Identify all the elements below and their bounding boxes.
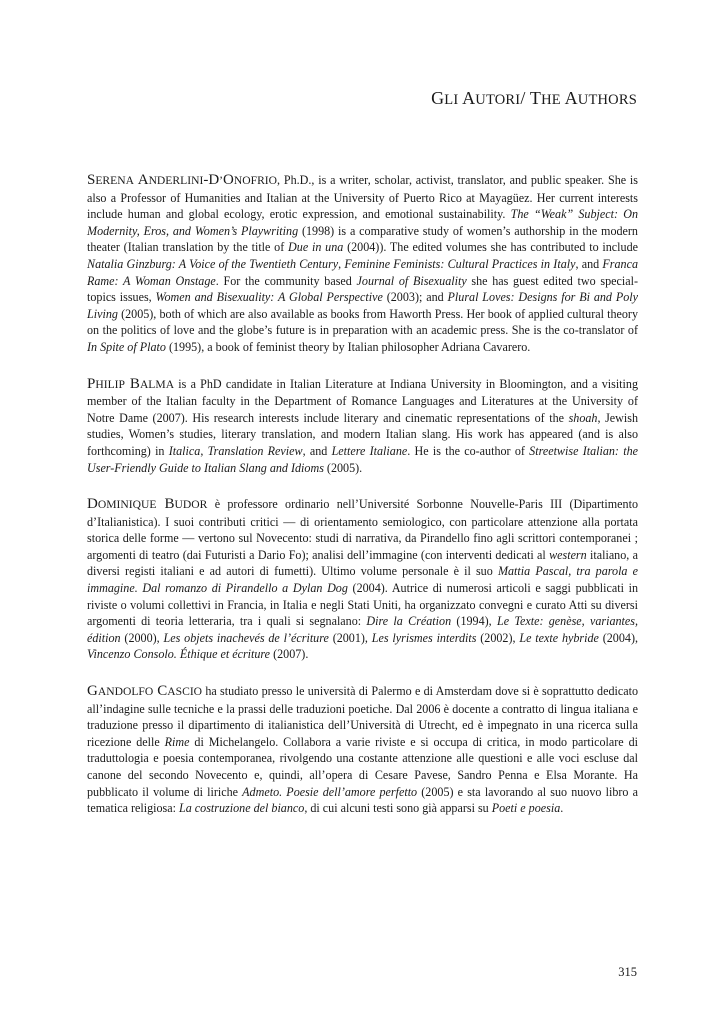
author-name: PHILIP BALMA	[87, 375, 175, 392]
author-name: GANDOLFO CASCIO	[87, 683, 203, 700]
page-title: GLI AUTORI/ THE AUTHORS	[431, 88, 637, 108]
author-bio: è professore ordinario nell’Université Sorbonne Nouvelle-Paris III (Dipartimento d’Italianistica). I suoi contributi critici — di orientamento semiologico, con particolare attenzione alla portata storica delle forme — vertono sul Novecento: studi di narrativa, da Pirandello fino agli scrittori contemporanei ; argomenti di teatro (dai Futuristi a Dario Fo); analisi dell’immagine (con interventi dedicati al western italiano, a diversi registi italiani e ad autori di fumetti). Ultimo volume personale è il suo Mattia Pascal, tra parola e immagine. Dal romanzo di Pirandello a Dylan Dog (2004). Autrice di numerosi articoli e saggi pubblicati in riviste o volumi collettivi in Francia, in Italia e negli Stati Uniti, ha organizzato convegni e curato Atti su diversi argomenti di teoria letteraria, tra i quali si segnalano: Dire la Création (1994), Le Texte: genèse, variantes, édition (2000), Les objets inachevés de l’écriture (2001), Les lyrismes interdits (2002), Le texte hybride (2004), Vincenzo Consolo. Éthique et écriture (2007).	[87, 497, 639, 662]
page-number: 315	[618, 965, 637, 979]
author-name: SERENA ANDERLINI-D’ONOFRIO	[87, 172, 278, 188]
author-entries	[87, 172, 638, 837]
author-bio: ha studiato presso le università di Palermo e di Amsterdam dove si è soprattutto dedicato all’indagine sulle tecniche e la prassi delle traduzioni poetiche. Dal 2006 è docente a contratto di lingua italiana e traduzione presso il dipartimento di italianistica dell’Università di Utrecht, ed è impegnato in una ricerca sulla ricezione delle Rime di Michelangelo. Collabora a varie riviste e si occupa di critica, in modo particolare di traduttologia e poesia contemporanea, rivolgendo una costante attenzione alle questioni e alle voci escluse dal canone del secondo Novecento e, quindi, all’opera di Cesare Pavese, Sandro Penna e Elsa Morante. Ha pubblicato il volume di liriche Admeto. Poesie dell’amore perfetto (2005) e sta lavorando al suo nuovo libro a tematica religiosa: La costruzione del bianco, di cui alcuni testi sono già apparsi su Poeti e poesia.	[87, 684, 638, 816]
author-entry	[87, 172, 638, 356]
author-name: DOMINIQUE BUDOR	[87, 496, 208, 513]
author-bio: is a PhD candidate in Italian Literature at Indiana University in Bloomington, and a visiting member of the Italian faculty in the Department of Romance Languages and Literatures at the University of Notre Dame (2007). His research interests include literary and cinematic representations of the shoah, Jewish studies, Women’s studies, literary translation, and modern Italian slang. His work has appeared (and is also forthcoming) in Italica, Translation Review, and Lettere Italiane. He is the co-author of Streetwise Italian: the User-Friendly Guide to Italian Slang and Idioms (2005).	[87, 376, 639, 475]
author-entry	[87, 683, 638, 817]
author-entry	[87, 376, 638, 477]
author-entry	[87, 496, 638, 663]
author-bio: , Ph.D., is a writer, scholar, activist, translator, and public speaker. She is also a Professor of Humanities and Italian at the University of Puerto Rico at Mayagüez. Her current interests include human and global ecology, erotic expression, and emotional sustainability. The “Weak” Subject: On Modernity, Eros, and Women’s Playwriting (1998) is a comparative study of women’s authorship in the modern theater (Italian translation by the title of Due in una (2004)). The edited volumes she has contributed to include Natalia Ginzburg: A Voice of the Twentieth Century, Feminine Feminists: Cultural Practices in Italy, and Franca Rame: A Woman Onstage. For the community based Journal of Bisexuality she has guest edited two special-topics issues, Women and Bisexuality: A Global Perspective (2003); and Plural Loves: Designs for Bi and Poly Living (2005), both of which are also available as books from Haworth Press. Her book of applied cultural theory on the politics of love and the globe’s future is in preparation with an academic press. She is the co-translator of In Spite of Plato (1995), a book of feminist theory by Italian philosopher Adriana Cavarero.	[87, 173, 638, 354]
